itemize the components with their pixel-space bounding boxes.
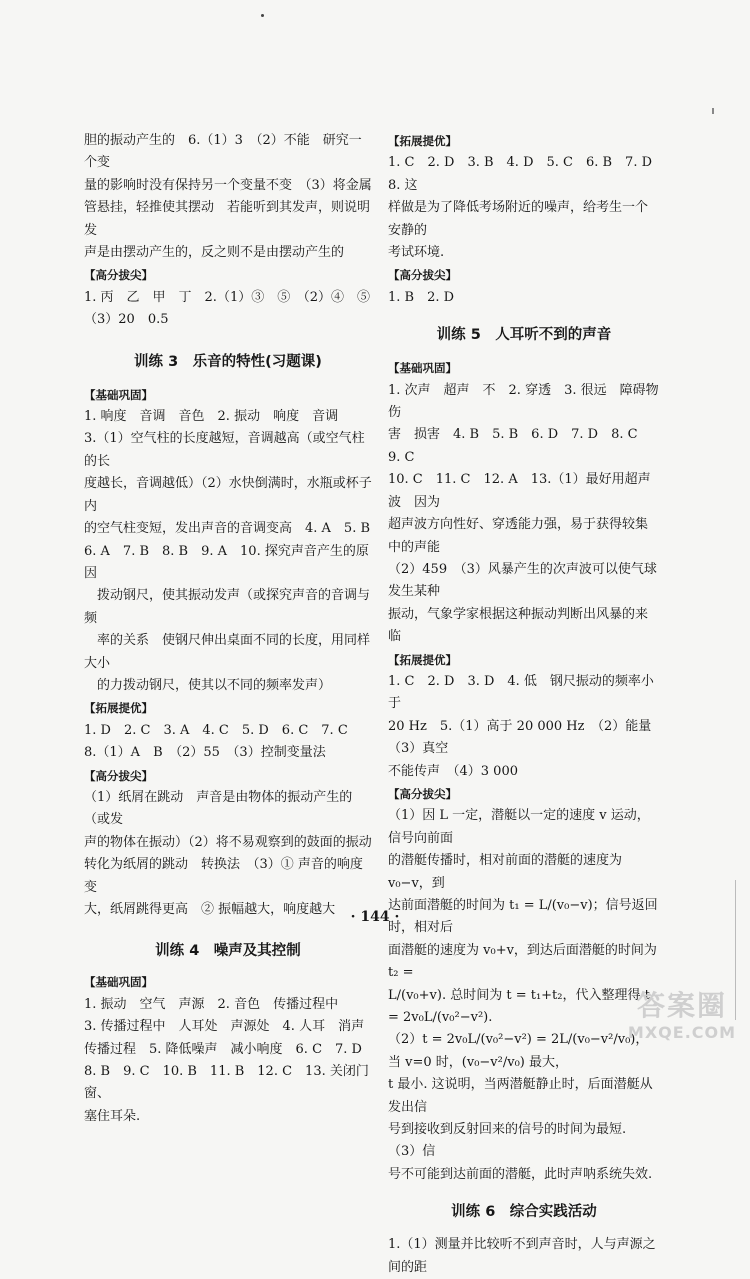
text-line: 量的影响时没有保持另一个变量不变 （3）将金属 bbox=[84, 177, 372, 193]
text-line: 6. A 7. B 8. B 9. A 10. 探究声音产生的原因 bbox=[84, 543, 369, 581]
text-line: t 最小. 这说明，当两潜艇静止时，后面潜艇从发出信 bbox=[388, 1077, 653, 1115]
text-line: 的潜艇传播时，相对前面的潜艇的速度为 v₀−v，到 bbox=[388, 853, 623, 891]
text-line: 1. 次声 超声 不 2. 穿透 3. 很远 障碍物 伤 bbox=[388, 382, 672, 421]
text-line: 率的关系 使钢尺伸出桌面不同的长度，用同样大小 bbox=[84, 633, 371, 671]
watermark-site: MXQE.COM bbox=[627, 1023, 737, 1042]
text-line: （1）纸屑在跳动 声音是由物体的振动产生的（或发 bbox=[84, 789, 353, 828]
text-line: 害 损害 4. B 5. B 6. D 7. D 8. C 9. C bbox=[388, 427, 651, 465]
text-line: 1. B 2. D bbox=[388, 289, 455, 305]
text-line: 1. 响度 音调 音色 2. 振动 响度 音调 bbox=[84, 409, 339, 425]
page-number: · 144 · bbox=[350, 909, 400, 925]
text-line: L/(v₀+v). 总时间为 t = t₁+t₂，代入整理得 t = 2v₀L/(v₀²−v²). bbox=[388, 987, 650, 1026]
text-line: 1. C 2. D 3. D 4. 低 钢尺振动的频率小于 bbox=[388, 673, 654, 712]
text-line: 1. C 2. D 3. B 4. D 5. C 6. B 7. D 8. 这 bbox=[388, 155, 666, 193]
right-column bbox=[388, 130, 672, 1279]
lesson-heading: 训练 3 乐音的特性(习题课) bbox=[134, 353, 322, 370]
text-block bbox=[84, 130, 372, 264]
text-line: 大，纸屑跳得更高 ② 振幅越大，响度越大 bbox=[84, 902, 336, 917]
text-line: 样做是为了降低考场附近的噪声，给考生一个安静的 bbox=[388, 200, 649, 238]
section-label: 【拓展提优】 bbox=[84, 701, 153, 716]
text-line: 20 Hz 5.（1）高于 20 000 Hz （2）能量 （3）真空 bbox=[388, 718, 665, 757]
section-label: 【拓展提优】 bbox=[388, 134, 457, 148]
text-line: 面潜艇的速度为 v₀+v，到达后面潜艇的时间为 t₂ = bbox=[388, 942, 657, 981]
text-block bbox=[84, 994, 372, 1128]
watermark bbox=[620, 985, 744, 1049]
text-line: 超声波方向性好、穿透能力强，易于获得较集中的声能 bbox=[388, 517, 649, 555]
text-line: 声的物体在振动）（2）将不易观察到的鼓面的振动 bbox=[84, 834, 372, 850]
section-label: 【拓展提优】 bbox=[388, 652, 457, 667]
text-line: 管悬挂，轻推使其摆动 若能听到其发声，则说明发 bbox=[84, 200, 371, 238]
text-line: 8.（1）A B （2）55 （3）控制变量法 bbox=[84, 745, 326, 761]
left-column bbox=[84, 130, 372, 1128]
section-label: 【高分拔尖】 bbox=[388, 268, 457, 283]
watermark-logo: 答案圈 bbox=[636, 989, 727, 1022]
text-line: 胆的振动产生的 6.（1）3 （2）不能 研究一个变 bbox=[84, 133, 362, 171]
text-line: 声是由摆动产生的，反之则不是由摆动产生的 bbox=[84, 245, 345, 261]
text-line: 塞住耳朵. bbox=[84, 1108, 141, 1124]
section-label: 【基础巩固】 bbox=[388, 361, 457, 376]
text-line: 1.（1）测量并比较听不到声音时，人与声源之间的距 bbox=[388, 1237, 656, 1275]
text-line: （2）t = 2v₀L/(v₀²−v²) = 2L/(v₀−v²/v₀)，当 v=0 时，(v₀−v²/v₀) 最大， bbox=[388, 1032, 649, 1070]
text-block bbox=[388, 287, 660, 309]
text-line: 传播过程 5. 降低噪声 减小响度 6. C 7. D bbox=[84, 1041, 362, 1057]
text-line: （3）20 0.5 bbox=[84, 312, 169, 328]
text-block bbox=[388, 671, 665, 783]
section-label: 【高分拔尖】 bbox=[84, 768, 153, 783]
text-block bbox=[388, 1234, 660, 1279]
section-label: 【基础巩固】 bbox=[84, 975, 153, 990]
text-line: 3.（1）空气柱的长度越短，音调越高（或空气柱的长 bbox=[84, 431, 365, 469]
text-line: 度越长，音调越低）（2）水快倒满时，水瓶或杯子内 bbox=[84, 476, 372, 514]
text-line: 考试环境. bbox=[388, 245, 445, 261]
text-line: 1. 振动 空气 声源 2. 音色 传播过程中 bbox=[84, 996, 339, 1012]
text-line: 号到接收到反射回来的信号的时间为最短. （3）信 bbox=[388, 1122, 640, 1160]
text-line: 转化为纸屑的跳动 转换法 （3）① 声音的响度变 bbox=[84, 857, 363, 895]
text-block bbox=[388, 152, 666, 264]
section-label: 【基础巩固】 bbox=[84, 387, 153, 402]
text-line: 号不可能到达前面的潜艇，此时声呐系统失效. bbox=[388, 1166, 653, 1182]
lesson-heading: 训练 4 噪声及其控制 bbox=[155, 943, 301, 960]
scan-mark bbox=[712, 108, 714, 114]
text-line: 的力拨动钢尺，使其以不同的频率发声） bbox=[84, 677, 332, 693]
text-line: 振动，气象学家根据这种振动判断出风暴的来临 bbox=[388, 606, 649, 645]
text-line: 达前面潜艇的时间为 t₁ = L/(v₀−v)；信号返回时，相对后 bbox=[388, 898, 658, 936]
section-label: 【高分拔尖】 bbox=[84, 268, 153, 283]
text-line: 不能传声 （4）3 000 bbox=[388, 763, 518, 779]
lesson-heading: 训练 6 综合实践活动 bbox=[451, 1204, 597, 1221]
lesson-heading: 训练 5 人耳听不到的声音 bbox=[436, 327, 612, 344]
section-label: 【高分拔尖】 bbox=[388, 786, 457, 801]
text-line: 1. D 2. C 3. A 4. C 5. D 6. C 7. C bbox=[84, 722, 348, 738]
text-block bbox=[84, 720, 372, 765]
text-line: 8. B 9. C 10. B 11. B 12. C 13. 关闭门窗、 bbox=[84, 1064, 369, 1102]
text-block bbox=[84, 287, 372, 332]
scan-dot bbox=[261, 14, 264, 17]
text-line: 拨动钢尺，使其振动发声（或探究声音的音调与频 bbox=[84, 588, 371, 626]
text-line: 1. 丙 乙 甲 丁 2.（1）③ ⑤ （2）④ ⑤ bbox=[84, 289, 370, 305]
text-line: 的空气柱变短，发出声音的音调变高 4. A 5. B bbox=[84, 521, 371, 537]
text-line: （1）因 L 一定，潜艇以一定的速度 v 运动，信号向前面 bbox=[388, 808, 650, 846]
text-block bbox=[84, 406, 372, 697]
text-line: 3. 传播过程中 人耳处 声源处 4. 人耳 消声 bbox=[84, 1019, 365, 1035]
text-line: 10. C 11. C 12. A 13.（1）最好用超声波 因为 bbox=[388, 472, 651, 510]
text-line: （2）459 （3）风暴产生的次声波可以使气球发生某种 bbox=[388, 561, 657, 600]
text-block bbox=[84, 787, 372, 921]
text-block bbox=[388, 380, 672, 649]
